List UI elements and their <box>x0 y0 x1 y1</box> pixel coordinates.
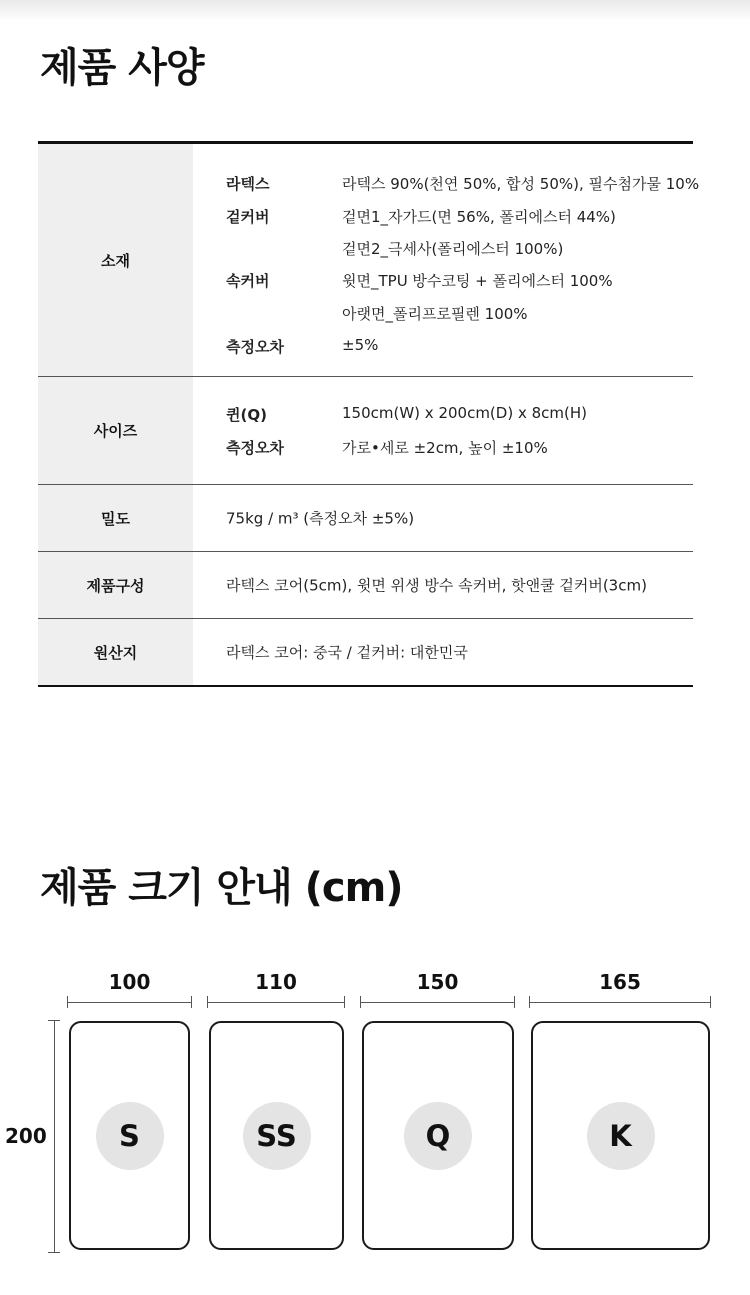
mattress-k <box>531 1021 710 1250</box>
width-dimension-line <box>68 1002 191 1003</box>
mattress-s <box>69 1021 190 1250</box>
spec-row-content <box>193 485 693 551</box>
spec-key: 퀸(Q) <box>226 406 267 424</box>
spec-row-label: 소재 <box>38 144 193 376</box>
height-label: 200 <box>5 1124 47 1148</box>
spec-row-origin <box>38 619 693 685</box>
spec-row-density <box>38 485 693 552</box>
spec-key: 측정오차 <box>226 439 284 457</box>
spec-table <box>38 141 700 687</box>
mattress-ss <box>209 1021 344 1250</box>
spec-row-label: 밀도 <box>38 485 193 551</box>
spec-value: 라텍스 90%(천연 50%, 합성 50%), 필수첨가물 10% <box>342 175 700 193</box>
spec-key: 겉커버 <box>226 208 270 226</box>
size-badge: Q <box>404 1102 472 1170</box>
width-label-k: 165 <box>599 970 641 994</box>
spec-value: 75kg / m³ (측정오차 ±5%) <box>226 509 415 528</box>
width-dimension-line <box>208 1002 344 1003</box>
spec-row-content <box>193 552 693 618</box>
spec-row-content <box>193 144 700 376</box>
spec-value: 겉면2_극세사(폴리에스터 100%) <box>342 240 564 258</box>
spec-row-label: 원산지 <box>38 619 193 685</box>
width-label-ss: 110 <box>255 970 297 994</box>
spec-key: 라텍스 <box>226 175 270 193</box>
width-label-q: 150 <box>416 970 459 994</box>
spec-row-label: 사이즈 <box>38 377 193 484</box>
spec-value: 150cm(W) x 200cm(D) x 8cm(H) <box>342 404 587 422</box>
spec-row-material <box>38 144 700 377</box>
spec-row-size <box>38 377 693 485</box>
spec-row-label: 제품구성 <box>38 552 193 618</box>
spec-value: 윗면_TPU 방수코팅 + 폴리에스터 100% <box>342 272 613 290</box>
size-section-title: 제품 크기 안내 (cm) <box>40 865 403 911</box>
size-badge: S <box>96 1102 164 1170</box>
spec-section-title: 제품 사양 <box>40 45 204 91</box>
width-dimension-line <box>361 1002 514 1003</box>
width-label-s: 100 <box>108 970 151 994</box>
spec-value: 가로•세로 ±2cm, 높이 ±10% <box>342 439 548 457</box>
size-badge: SS <box>243 1102 311 1170</box>
width-dimension-line <box>530 1002 710 1003</box>
spec-value: 라텍스 코어(5cm), 윗면 위생 방수 속커버, 핫앤쿨 겉커버(3cm) <box>226 576 647 595</box>
size-badge: K <box>587 1102 655 1170</box>
spec-row-content <box>193 619 693 685</box>
spec-value: 겉면1_자가드(면 56%, 폴리에스터 44%) <box>342 208 616 226</box>
mattress-q <box>362 1021 514 1250</box>
spec-value: ±5% <box>342 336 379 354</box>
spec-row-content <box>193 377 693 484</box>
spec-value: 라텍스 코어: 중국 / 겉커버: 대한민국 <box>226 643 468 662</box>
spec-row-composition <box>38 552 693 619</box>
spec-key: 측정오차 <box>226 338 284 356</box>
height-dimension-line <box>54 1021 55 1252</box>
top-gradient <box>0 0 750 22</box>
spec-value: 아랫면_폴리프로필렌 100% <box>342 305 528 323</box>
spec-key: 속커버 <box>226 272 270 290</box>
size-diagram <box>0 960 750 1280</box>
